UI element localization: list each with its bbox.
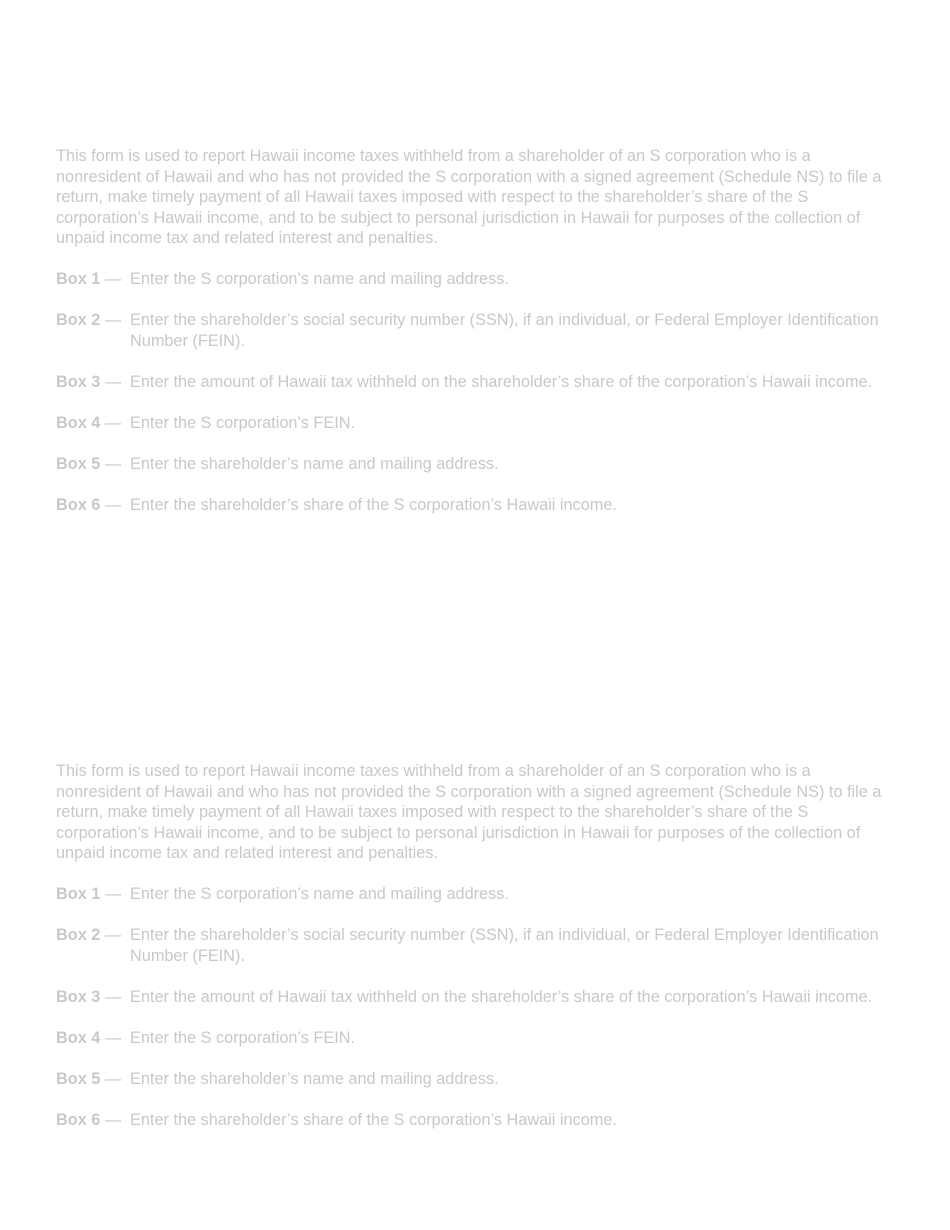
box-text: Enter the shareholder’s share of the S corporation’s Hawaii income.	[130, 1110, 617, 1129]
box-label: Box 2	[56, 311, 101, 329]
intro-paragraph: This form is used to report Hawaii income taxes withheld from a shareholder of an S corporation who is a nonresident of Hawaii and who has not provided the S corporation with a signed agreement (Schedule NS) to file a return, make timely payment of all Hawaii taxes imposed with respect to the shareholder’s share of the S corporation’s Hawaii income, and to be subject to personal jurisdiction in Hawaii for purposes of the collection of unpaid income tax and related interest and penalties.	[56, 762, 882, 862]
box-text: Enter the shareholder’s social security number (SSN), if an individual, or Federal Employer Identification Number (FEIN).	[130, 311, 879, 350]
box-instruction-1	[56, 884, 896, 905]
instructions-section-1	[56, 146, 896, 515]
box-instruction-3	[56, 987, 896, 1008]
intro-paragraph: This form is used to report Hawaii income taxes withheld from a shareholder of an S corporation who is a nonresident of Hawaii and who has not provided the S corporation with a signed agreement (Schedule NS) to file a return, make timely payment of all Hawaii taxes imposed with respect to the shareholder’s share of the S corporation’s Hawaii income, and to be subject to personal jurisdiction in Hawaii for purposes of the collection of unpaid income tax and related interest and penalties.	[56, 147, 882, 247]
box-label: Box 1	[56, 885, 101, 903]
box-label: Box 6	[56, 1110, 101, 1129]
box-text: Enter the shareholder’s share of the S corporation’s Hawaii income.	[130, 495, 617, 514]
box-dash: —	[104, 926, 122, 944]
box-dash: —	[104, 1069, 122, 1088]
box-instruction-1	[56, 269, 896, 290]
box-instruction-5	[56, 454, 896, 475]
box-label: Box 3	[56, 372, 101, 391]
box-dash: —	[104, 372, 122, 391]
box-text: Enter the S corporation’s FEIN.	[130, 1028, 356, 1047]
box-dash: —	[104, 1028, 122, 1047]
box-dash: —	[104, 454, 122, 473]
box-text: Enter the S corporation’s name and mailing address.	[130, 885, 509, 903]
box-text: Enter the S corporation’s name and mailing address.	[130, 270, 509, 288]
box-instruction-3	[56, 372, 896, 393]
box-label: Box 6	[56, 495, 101, 514]
box-dash: —	[104, 1110, 122, 1129]
box-instruction-6	[56, 495, 896, 516]
box-text: Enter the shareholder’s name and mailing address.	[130, 1069, 499, 1088]
box-instruction-4	[56, 413, 896, 434]
box-instruction-5	[56, 1069, 896, 1090]
box-text: Enter the amount of Hawaii tax withheld on the shareholder’s share of the corporation’s Hawaii income.	[130, 372, 873, 391]
box-dash: —	[104, 885, 122, 903]
box-dash: —	[104, 311, 122, 329]
box-instruction-2	[56, 925, 896, 966]
box-text: Enter the shareholder’s social security number (SSN), if an individual, or Federal Employer Identification Number (FEIN).	[130, 926, 879, 965]
box-text: Enter the S corporation’s FEIN.	[130, 413, 356, 432]
box-dash: —	[104, 495, 122, 514]
box-label: Box 4	[56, 1028, 101, 1047]
box-instruction-2	[56, 310, 896, 351]
box-label: Box 5	[56, 1069, 101, 1088]
box-label: Box 4	[56, 413, 101, 432]
box-label: Box 2	[56, 926, 101, 944]
box-text: Enter the shareholder’s name and mailing address.	[130, 454, 499, 473]
instructions-section-2	[56, 761, 896, 1130]
box-label: Box 5	[56, 454, 101, 473]
box-instruction-6	[56, 1110, 896, 1131]
box-label: Box 3	[56, 987, 101, 1006]
box-label: Box 1	[56, 270, 101, 288]
box-dash: —	[104, 270, 122, 288]
box-text: Enter the amount of Hawaii tax withheld on the shareholder’s share of the corporation’s Hawaii income.	[130, 987, 873, 1006]
box-dash: —	[104, 987, 122, 1006]
box-instruction-4	[56, 1028, 896, 1049]
box-dash: —	[104, 413, 122, 432]
